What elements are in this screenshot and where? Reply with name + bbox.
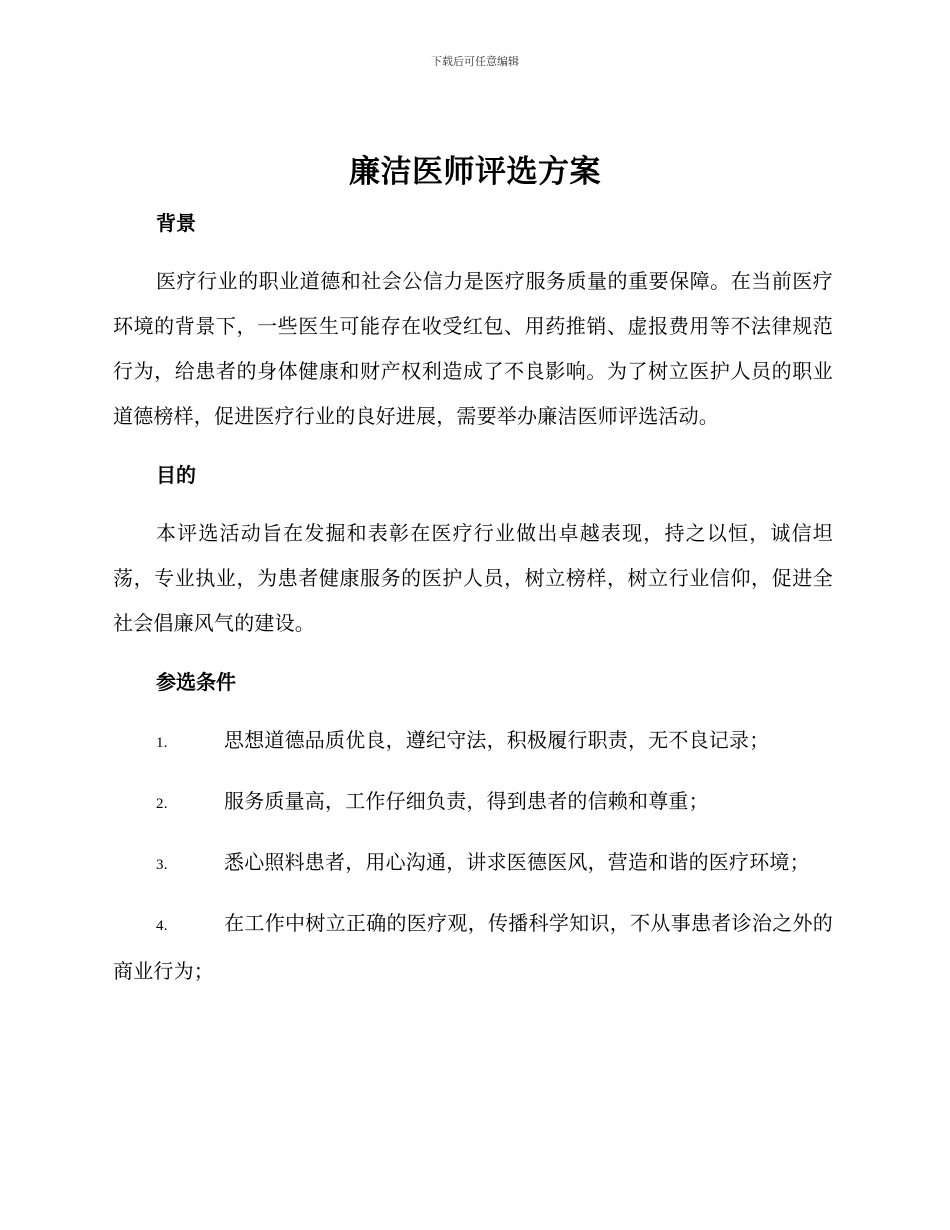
section-paragraph-background: 医疗行业的职业道德和社会公信力是医疗服务质量的重要保障。在当前医疗环境的背景下，一些医生可能存在收受红包、用药推销、虚报费用等不法律规范行为，给患者的身体健康和财产权利造成了不良影响。为了树立医护人员的职业道德榜样，促进医疗行业的良好进展，需要举办廉洁医师评选活动。 — [113, 269, 833, 428]
list-item-number: 1. — [156, 735, 168, 751]
document-title: 廉洁医师评选方案 — [349, 154, 601, 190]
list-item-number: 4. — [156, 918, 168, 934]
list-item-number: 3. — [156, 857, 168, 873]
list-item-text: 悉心照料患者，用心沟通，讲求医德医风，营造和谐的医疗环境； — [224, 850, 810, 874]
list-item-text: 在工作中树立正确的医疗观，传播科学知识，不从事患者诊治之外的商业行为； — [113, 911, 833, 983]
section-heading-background: 背景 — [156, 211, 196, 235]
list-item — [113, 779, 833, 827]
list-item — [113, 718, 833, 766]
section-heading-eligibility: 参选条件 — [156, 670, 236, 694]
section-heading-purpose: 目的 — [156, 463, 196, 487]
section-paragraph-purpose: 本评选活动旨在发掘和表彰在医疗行业做出卓越表现，持之以恒，诚信坦荡，专业执业，为患者健康服务的医护人员，树立榜样，树立行业信仰，促进全社会倡廉风气的建设。 — [113, 521, 833, 635]
document-body — [113, 201, 833, 994]
list-item-text: 思想道德品质优良，遵纪守法，积极履行职责，无不良记录； — [224, 728, 770, 752]
page-header: 下载后可任意编辑 — [431, 55, 519, 68]
list-item-number: 2. — [156, 796, 168, 812]
list-item — [113, 840, 833, 888]
list-item — [113, 901, 833, 994]
list-item-text: 服务质量高，工作仔细负责，得到患者的信赖和尊重； — [224, 789, 709, 813]
